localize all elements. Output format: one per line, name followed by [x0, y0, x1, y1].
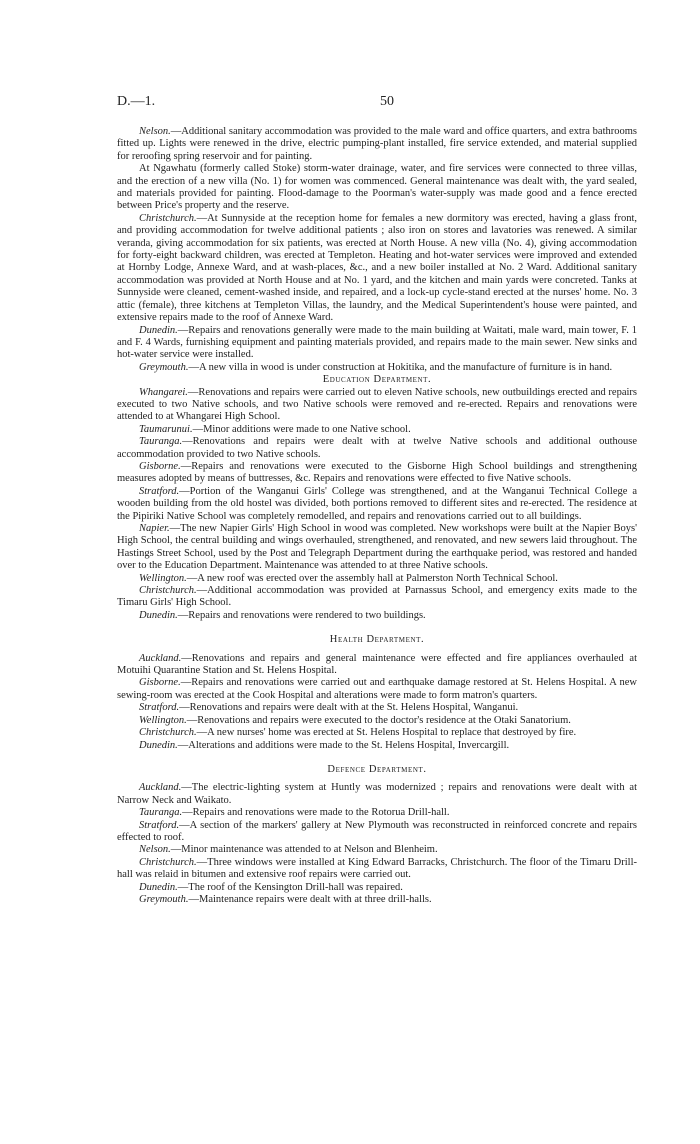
paragraph-text: At Ngawhatu (formerly called Stoke) storm-water drainage, water, and fire services were connected to three villas, and the erection of a new villa (No. 1) for women was commenced. General maintenance was dealt with, the yard sealed, and materials provided for painting. Flood-damage to the Poorman's water-supply was made good and a fence erected between Price's property and the reserve. — [117, 163, 637, 212]
paragraph — [117, 387, 637, 424]
paragraph — [117, 362, 637, 374]
paragraph-text: —Repairs and renovations were executed to the Gisborne High School buildings and strengthening measures adopted by means of buttresses, &c. Repairs and renovations were effected to five Native schools. — [117, 460, 637, 485]
paragraph — [117, 424, 637, 436]
place-name: Christchurch. — [139, 727, 197, 739]
paragraph-text: —At Sunnyside at the reception home for females a new dormitory was erected, having a glass front, and providing accommodation for twelve additional patients ; also iron on stores and lavatories was renewed. A similar veranda, giving accommodation for six patients, was erected at North House. A new villa (No. 4), giving accommodation for forty-eight backward children, was erected at Templeton. Heating and hot-water services were improved and extended at Hornby Lodge, Annexe Ward, and at wash-places, &c., and a new boiler installed at No. 2 Ward. Additional sanitary accommodation was provided at North House and at No. 1 yard, and the kitchen and main yards were concreted. Tanks at Sunnyside were cleaned, cement-washed inside, and repaired, and a lock-up cycle-stand erected at the nurses' home. No. 3 attic (female), three kitchens at Templeton Villas, the laundry, and the Medical Superintendent's house were painted, and extensive repairs made to the roof of Annexe Ward. — [117, 212, 637, 324]
page-number: 50 — [380, 94, 394, 109]
paragraph — [117, 573, 637, 585]
place-name: Wellington. — [139, 714, 187, 726]
paragraph-text: —A new villa in wood is under construction at Hokitika, and the manufacture of furniture is in hand. — [188, 361, 613, 373]
paragraph-text: —Repairs and renovations were carried out and earthquake damage restored at St. Helens Hospital. A new sewing-room was erected at the Cook Hospital and alterations were made to form matron's quarters. — [117, 677, 637, 701]
place-name: Auckland. — [139, 652, 182, 664]
paragraph-text: —Renovations and repairs were carried out to eleven Native schools, new outbuildings erected and repairs executed to two Native schools, and two Native schools were removed and re-erected. Repairs and renovations were attended to at Whangarei High School. — [117, 386, 637, 423]
place-name: Gisborne. — [139, 677, 181, 689]
paragraph — [117, 523, 637, 573]
place-name: Dunedin. — [139, 324, 178, 336]
paragraph — [117, 486, 637, 523]
paragraph — [117, 882, 637, 894]
paragraph — [117, 740, 637, 752]
place-name: Nelson. — [139, 126, 171, 137]
place-name: Christchurch. — [139, 585, 197, 597]
section-heading-defence: Defence Department. — [327, 763, 427, 775]
place-name: Taumarunui. — [139, 423, 193, 435]
paragraph-text: —Repairs and renovations were made to the Rotorua Drill-hall. — [182, 807, 450, 819]
paragraph — [117, 894, 637, 906]
paragraph — [117, 163, 637, 213]
paragraph-text: —Renovations and repairs were dealt with at the St. Helens Hospital, Wanganui. — [179, 702, 519, 714]
paragraph-text: —Three windows were installed at King Edward Barracks, Christchurch. The floor of the Timaru Drill-hall was relaid in bitumen and extensive roof repairs were carried out. — [117, 856, 637, 881]
paragraph-text: —Maintenance repairs were dealt with at three drill-halls. — [188, 893, 432, 905]
place-name: Greymouth. — [139, 893, 189, 905]
place-name: Gisborne. — [139, 460, 181, 472]
section-heading-education: Education Department. — [322, 374, 432, 386]
place-name: Greymouth. — [139, 361, 189, 373]
paragraph-text: —Renovations and repairs were dealt with at twelve Native schools and additional outhouse accommodation provided to two Native schools. — [117, 436, 637, 460]
paragraph-text: —Minor maintenance was attended to at Nelson and Blenheim. — [170, 844, 438, 856]
place-name: Tauranga. — [139, 807, 183, 819]
paragraph-text: —The roof of the Kensington Drill-hall was repaired. — [177, 881, 403, 893]
paragraph-text: —Additional sanitary accommodation was provided to the male ward and office quarters, and extra bathrooms fitted up. Lights were renewed in the drive, electric pumping-plant installed, fire service extended, and material supplied for reroofing spring reservoir and for painting. — [117, 126, 637, 162]
page-header — [117, 94, 637, 110]
paragraph-text: —The electric-lighting system at Huntly was modernized ; repairs and renovations were dealt with at Narrow Neck and Waikato. — [117, 782, 637, 806]
paragraph — [117, 782, 637, 807]
paragraph — [117, 857, 637, 882]
section-heading-health: Health Department. — [329, 634, 425, 646]
paragraph — [117, 436, 637, 461]
place-name: Auckland. — [139, 782, 182, 794]
paragraph — [117, 677, 637, 702]
paragraph-text: —Repairs and renovations were rendered to two buildings. — [177, 609, 426, 621]
place-name: Tauranga. — [139, 436, 183, 448]
paragraph — [117, 727, 637, 739]
place-name: Wellington. — [139, 572, 187, 584]
paragraph — [117, 461, 637, 486]
paragraph-text: —Renovations and repairs and general maintenance were effected and fire appliances overhauled at Motuihi Quarantine Station and St. Helens Hospital. — [117, 652, 637, 677]
paragraph-text: —Alterations and additions were made to the St. Helens Hospital, Invercargill. — [177, 739, 510, 751]
paragraph — [117, 653, 637, 678]
paragraph-text: —A new nurses' home was erected at St. Helens Hospital to replace that destroyed by fire. — [196, 727, 577, 739]
place-name: Dunedin. — [139, 609, 178, 621]
document-reference: D.—1. — [117, 94, 156, 109]
paragraph — [117, 325, 637, 362]
paragraph-text: —Repairs and renovations generally were made to the main building at Waitati, male ward, main tower, F. 1 and F. 4 Wards, furnishing equipment and painting materials provided, and repairs made to the main sewer. New sinks and hot-water service were installed. — [117, 324, 637, 361]
paragraph — [117, 213, 637, 325]
paragraph-text: —Renovations and repairs were executed to the doctor's residence at the Otaki Sanatorium. — [186, 714, 571, 726]
place-name: Whangarei. — [139, 386, 188, 398]
paragraph — [117, 844, 637, 856]
place-name: Stratford. — [139, 702, 180, 714]
paragraph — [117, 585, 637, 610]
place-name: Christchurch. — [139, 856, 197, 868]
paragraph-text: —A new roof was erected over the assembly hall at Palmerston North Technical School. — [186, 572, 558, 584]
paragraph — [117, 126, 637, 163]
paragraph-text: —Additional accommodation was provided at Parnassus School, and emergency exits made to the Timaru Girls' High School. — [117, 585, 637, 609]
paragraph — [117, 715, 637, 727]
place-name: Napier. — [139, 523, 170, 534]
place-name: Dunedin. — [139, 739, 178, 751]
paragraph-text: —Portion of the Wanganui Girls' College was strengthened, and at the Wanganui Technical College a wooden building from the old hostel was divided, both portions removed to different sites and re-erected. The residence at the Pipiriki Native School was completely remodelled, and repairs and renovations carried out to all buildings. — [117, 485, 637, 522]
place-name: Stratford. — [139, 485, 180, 497]
paragraph — [117, 807, 637, 819]
place-name: Dunedin. — [139, 881, 178, 893]
paragraph-text: —A section of the markers' gallery at New Plymouth was reconstructed in reinforced concrete and repairs effected to roof. — [117, 819, 637, 843]
place-name: Christchurch. — [139, 212, 197, 224]
page-body — [117, 126, 637, 906]
paragraph-text: —Minor additions were made to one Native school. — [192, 423, 411, 435]
paragraph — [117, 610, 637, 622]
paragraph — [117, 702, 637, 714]
paragraph-text: —The new Napier Girls' High School in wood was completed. New workshops were built at the Napier Boys' High School, the central building and wings overhauled, strengthened, and renovated, and new sewers laid throughout. The Hastings Street School, used by the Post and Telegraph Department during the earthquake period, was restored and handed over to the Education Department. Maintenance was attended to at three Native schools. — [117, 523, 637, 572]
place-name: Stratford. — [139, 819, 180, 831]
place-name: Nelson. — [139, 844, 171, 856]
paragraph — [117, 820, 637, 845]
